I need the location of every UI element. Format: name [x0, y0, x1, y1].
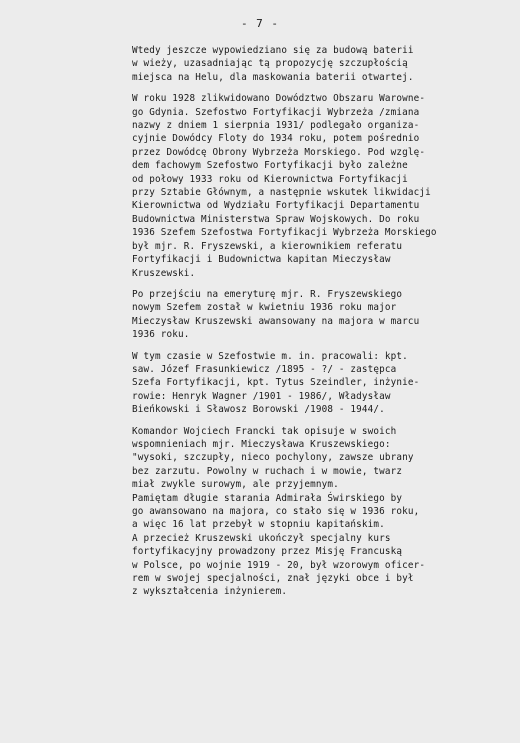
text-line: Budownictwa Ministerstwa Spraw Wojskowych. Do roku [132, 213, 420, 225]
text-line: 1936 roku. [132, 329, 190, 341]
text-line: fortyfikacyjny prowadzony przez Misję Francuską [132, 546, 403, 558]
paragraph [132, 350, 492, 417]
text-line: w wieży, uzasadniając tą propozycję szczupłością [132, 58, 408, 70]
text-line: bez zarzutu. Powolny w ruchach i w mowie, twarz [132, 465, 403, 477]
text-line: w Polsce, po wojnie 1919 - 20, był wzorowym oficer- [132, 559, 426, 571]
text-line: Pamiętam długie starania Admirała Świrskiego by [132, 492, 403, 504]
text-line: go Gdynia. Szefostwo Fortyfikacji Wybrzeża /zmiana [132, 106, 420, 118]
text-line: cyjnie Dowódcy Floty do 1934 roku, potem pośrednio [132, 133, 420, 145]
text-line: Mieczysław Kruszewski awansowany na majora w marcu [132, 315, 420, 327]
page-number: - 7 - [240, 17, 280, 30]
text-line: W roku 1928 zlikwidowano Dowództwo Obszaru Warowne- [132, 93, 426, 105]
paragraph [132, 288, 492, 342]
text-line: Wtedy jeszcze wypowiedziano się za budową baterii [132, 45, 414, 56]
paragraph [132, 44, 492, 84]
text-line: Bieńkowski i Sławosz Borowski /1908 - 1944/. [132, 404, 385, 416]
text-line: "wysoki, szczupły, nieco pochylony, zawsze ubrany [132, 452, 414, 464]
text-line: przez Dowódcę Obrony Wybrzeża Morskiego. Pod wzglę- [132, 146, 426, 158]
text-line: rowie: Henryk Wagner /1901 - 1986/, Władysław [132, 390, 391, 402]
text-line: Komandor Wojciech Francki tak opisuje w swoich [132, 425, 397, 437]
text-line: Po przejściu na emeryturę mjr. R. Fryszewskiego [132, 288, 403, 300]
text-line: dem fachowym Szefostwo Fortyfikacji było zależne [132, 160, 408, 172]
text-line: przy Sztabie Głównym, a następnie wskutek likwidacji [132, 187, 431, 199]
text-line: wspomnieniach mjr. Mieczysława Kruszewskiego: [132, 438, 391, 450]
text-line: Szefa Fortyfikacji, kpt. Tytus Szeindler, inżynie- [132, 377, 420, 389]
text-line: nowym Szefem został w kwietniu 1936 roku major [132, 302, 397, 314]
text-line: W tym czasie w Szefostwie m. in. pracowali: kpt. [132, 350, 408, 362]
text-line: Kierownictwa od Wydziału Fortyfikacji Departamentu [132, 200, 420, 212]
text-line: był mjr. R. Fryszewski, a kierownikiem referatu [132, 240, 403, 252]
paragraph [132, 92, 492, 280]
paragraph [132, 425, 492, 599]
text-line: miał zwykle surowym, ale przyjemnym. [132, 479, 339, 491]
text-line: a więc 16 lat przebył w stopniu kapitańskim. [132, 519, 385, 531]
text-line: z wykształcenia inżynierem. [132, 586, 288, 598]
text-line: Fortyfikacji i Budownictwa kapitan Mieczysław [132, 254, 391, 266]
document-body [132, 44, 492, 607]
text-line: rem w swojej specjalności, znał języki obce i był [132, 573, 414, 585]
text-line: od połowy 1933 roku od Kierownictwa Fortyfikacji [132, 173, 408, 185]
text-line: go awansowano na majora, co stało się w 1936 roku, [132, 506, 420, 517]
text-line: A przecież Kruszewski ukończył specjalny kurs [132, 532, 391, 544]
text-line: saw. Józef Frasunkiewicz /1895 - ?/ - zastępca [132, 363, 397, 375]
text-line: miejsca na Helu, dla maskowania baterii otwartej. [132, 71, 414, 83]
text-line: Kruszewski. [132, 267, 196, 279]
text-line: nazwy z dniem 1 sierpnia 1931/ podlegało organiza- [132, 120, 420, 132]
text-line: 1936 Szefem Szefostwa Fortyfikacji Wybrzeża Morskiego [132, 227, 437, 239]
